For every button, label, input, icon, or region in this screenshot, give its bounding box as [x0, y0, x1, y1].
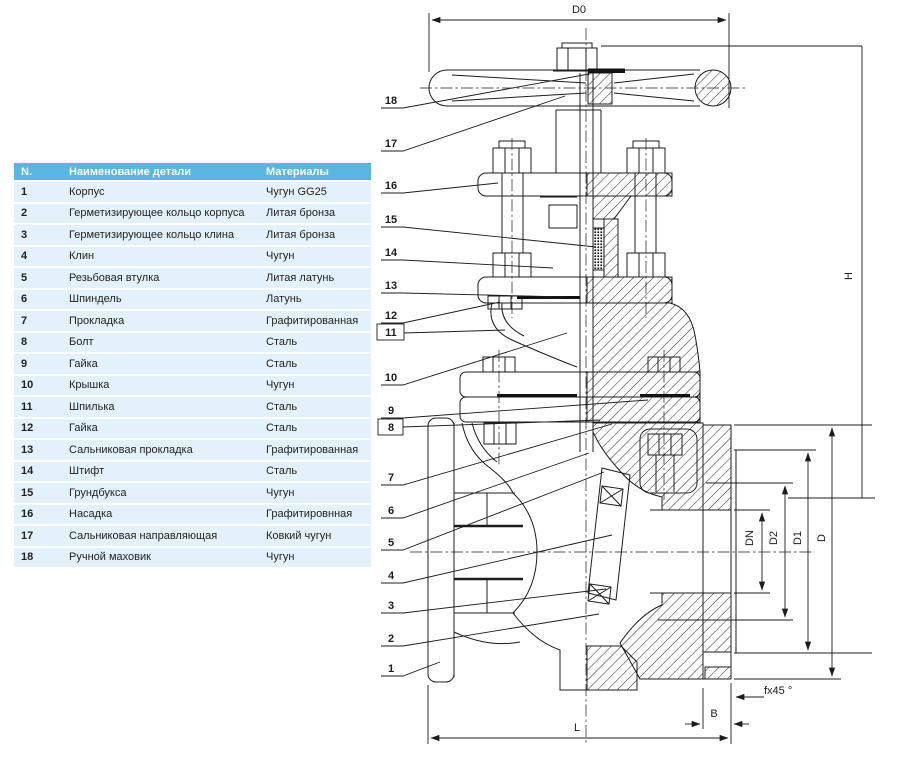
callout-12: 12	[384, 310, 398, 322]
cell-num: 17	[14, 526, 62, 546]
cell-material: Чугун	[264, 483, 371, 503]
cell-name: Клин	[62, 247, 264, 267]
cell-name: Шпиндель	[62, 290, 264, 310]
table-row	[14, 247, 371, 267]
callout-11: 11	[385, 327, 397, 339]
table-row	[14, 354, 371, 374]
cell-num: 13	[14, 440, 62, 460]
parts-table-body	[14, 182, 371, 567]
parts-table	[14, 161, 371, 569]
dimension-b	[685, 688, 749, 729]
table-row	[14, 225, 371, 245]
callout-4: 4	[387, 570, 395, 582]
cell-material: Литая бронза	[264, 225, 371, 245]
dimension-l	[428, 683, 731, 744]
cell-num: 16	[14, 505, 62, 525]
cell-name: Грундбукса	[62, 483, 264, 503]
table-row	[14, 268, 371, 288]
table-row	[14, 505, 371, 525]
cell-material: Чугун	[264, 548, 371, 568]
cell-name: Герметизирующее кольцо клина	[62, 225, 264, 245]
cell-num: 5	[14, 268, 62, 288]
table-row	[14, 462, 371, 482]
dim-label-d2: D2	[768, 530, 780, 546]
cell-name: Корпус	[62, 182, 264, 202]
table-row	[14, 204, 371, 224]
header-part-name: Наименование детали	[62, 163, 264, 180]
header-material: Материалы	[264, 163, 371, 180]
header-num: N.	[14, 163, 62, 180]
cell-num: 1	[14, 182, 62, 202]
cell-num: 12	[14, 419, 62, 439]
cell-num: 15	[14, 483, 62, 503]
cell-name: Гайка	[62, 354, 264, 374]
callout-16: 16	[384, 180, 398, 192]
table-row	[14, 290, 371, 310]
callout-15: 15	[384, 214, 398, 226]
callout-18: 18	[384, 95, 398, 107]
table-row	[14, 526, 371, 546]
cell-name: Сальниковая направляющая	[62, 526, 264, 546]
cell-name: Резьбовая втулка	[62, 268, 264, 288]
dimension-chamfer	[736, 685, 792, 697]
cell-material: Сталь	[264, 354, 371, 374]
cell-name: Шпилька	[62, 397, 264, 417]
callout-2: 2	[387, 633, 395, 645]
dim-label-chamfer: fx45 °	[764, 685, 793, 697]
cell-num: 18	[14, 548, 62, 568]
cell-num: 4	[14, 247, 62, 267]
cell-material: Сталь	[264, 419, 371, 439]
cell-material: Литая бронза	[264, 204, 371, 224]
cell-name: Насадка	[62, 505, 264, 525]
callout-5: 5	[387, 537, 395, 549]
cell-name: Крышка	[62, 376, 264, 396]
callout-1: 1	[387, 663, 395, 675]
cell-material: Сталь	[264, 397, 371, 417]
cell-material: Чугун	[264, 376, 371, 396]
dim-label-d0: D0	[571, 4, 587, 16]
table-row	[14, 440, 371, 460]
dim-label-b: B	[710, 708, 718, 720]
dim-label-h: H	[843, 272, 855, 280]
callout-14: 14	[384, 247, 398, 259]
callout-3: 3	[387, 600, 395, 612]
table-row	[14, 376, 371, 396]
cell-material: Графитировнная	[264, 505, 371, 525]
cell-num: 2	[14, 204, 62, 224]
callout-13: 13	[384, 280, 398, 292]
callout-6: 6	[387, 505, 395, 517]
table-row	[14, 483, 371, 503]
cell-name: Штифт	[62, 462, 264, 482]
cell-num: 14	[14, 462, 62, 482]
cell-name: Гайка	[62, 419, 264, 439]
cell-num: 10	[14, 376, 62, 396]
cell-material: Латунь	[264, 290, 371, 310]
section-hatching	[587, 173, 731, 690]
dim-label-d: D	[816, 534, 828, 542]
dim-label-d1: D1	[792, 530, 804, 546]
cell-num: 7	[14, 311, 62, 331]
cell-material: Литая латунь	[264, 268, 371, 288]
cell-material: Сталь	[264, 462, 371, 482]
cell-num: 11	[14, 397, 62, 417]
cell-num: 9	[14, 354, 62, 374]
cell-name: Сальниковая прокладка	[62, 440, 264, 460]
cell-material: Графитированная	[264, 440, 371, 460]
callout-9: 9	[387, 405, 395, 417]
cell-num: 3	[14, 225, 62, 245]
cell-material: Сталь	[264, 333, 371, 353]
table-row	[14, 311, 371, 331]
callout-17: 17	[384, 138, 398, 150]
table-row	[14, 548, 371, 568]
cell-num: 6	[14, 290, 62, 310]
callout-7: 7	[387, 472, 395, 484]
cell-name: Ручной маховик	[62, 548, 264, 568]
callout-8: 8	[387, 422, 395, 434]
dimension-d0	[429, 4, 729, 108]
table-row	[14, 419, 371, 439]
cell-name: Болт	[62, 333, 264, 353]
dim-label-dn: DN	[744, 530, 756, 546]
table-row	[14, 397, 371, 417]
cell-material: Графитированная	[264, 311, 371, 331]
table-row	[14, 333, 371, 353]
parts-table-header-row	[14, 163, 371, 180]
cell-num: 8	[14, 333, 62, 353]
callout-10: 10	[384, 372, 398, 384]
cell-material: Ковкий чугун	[264, 526, 371, 546]
cell-material: Чугун	[264, 247, 371, 267]
table-row	[14, 182, 371, 202]
cell-name: Прокладка	[62, 311, 264, 331]
dim-label-l: L	[573, 722, 581, 734]
cell-name: Герметизирующее кольцо корпуса	[62, 204, 264, 224]
cell-material: Чугун GG25	[264, 182, 371, 202]
